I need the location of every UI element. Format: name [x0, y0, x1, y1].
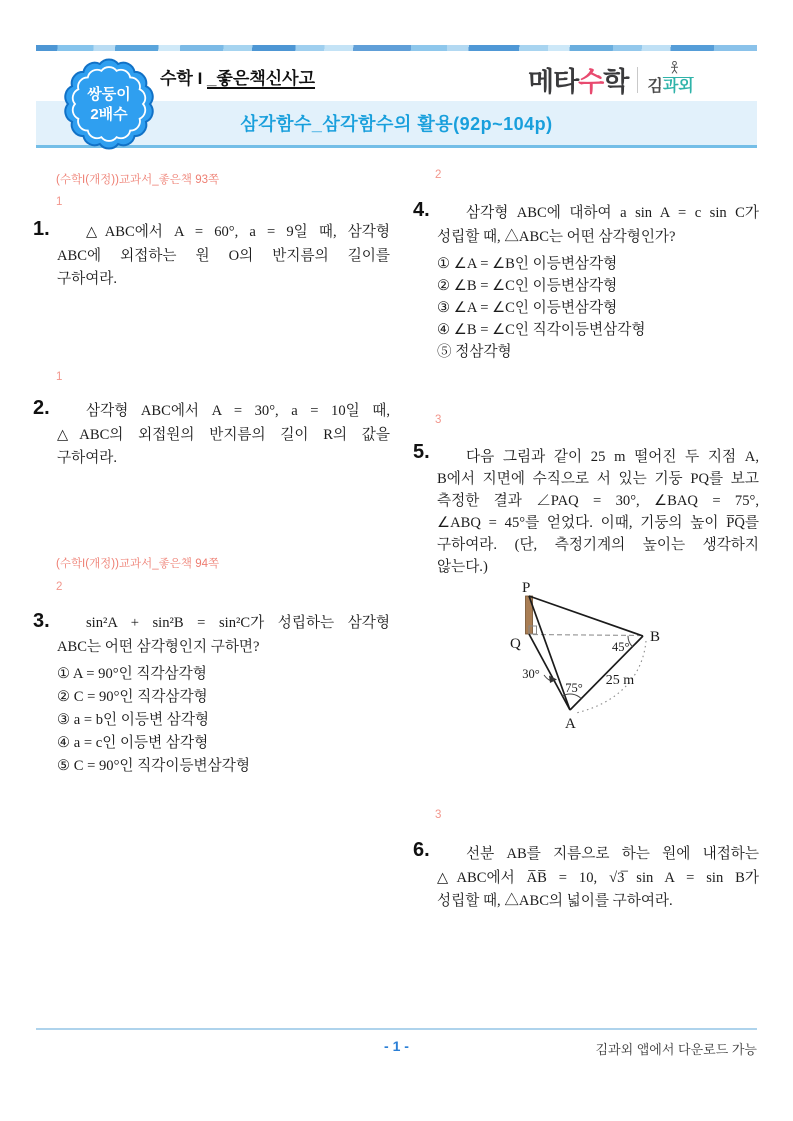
page-number: - 1 -	[384, 1038, 409, 1054]
choice-item: ② C = 90°인 직각삼각형	[57, 689, 208, 705]
logo-text: 학	[603, 67, 629, 97]
footer-divider	[36, 1028, 757, 1030]
problem-tag: 1	[56, 371, 63, 383]
vertex-label-A: A	[565, 716, 576, 732]
line-PB	[529, 596, 643, 636]
decorative-stripe	[36, 45, 757, 51]
text-line: sin²A + sin²B = sin²C가 성립하는 삼각형	[86, 615, 390, 631]
badge-text-line2: 2배수	[90, 106, 128, 123]
dashed-line-QB	[533, 635, 640, 636]
problem-body	[57, 612, 390, 659]
problem-number: 6.	[413, 839, 430, 861]
arrowhead	[549, 676, 557, 684]
problem-number: 1.	[33, 218, 50, 240]
problem-body	[437, 446, 759, 578]
text-line: 구하여라.	[57, 450, 118, 466]
chapter-title: 삼각함수_삼각함수의 활용(92p~104p)	[240, 114, 553, 134]
logo-accent-text: 수	[578, 67, 604, 97]
text-line: ABC는 어떤 삼각형인지 구하면?	[57, 638, 260, 655]
angle-label-30: 30°	[522, 667, 540, 681]
metamath-logo	[528, 60, 628, 99]
text-line: 성립할 때, △ABC의 넓이를 구하여라.	[437, 893, 673, 909]
choice-item: ③ ∠A = ∠C인 이등변삼각형	[437, 300, 618, 316]
text-line: 선분 AB를 지름으로 하는 원에 내접하는	[466, 846, 759, 862]
logo-divider	[637, 67, 638, 93]
text-line: 않는다.)	[437, 559, 488, 575]
text-line: 구하여라. (단, 측정기계의 높이는 생각하지	[437, 537, 759, 553]
problem-tag: 1	[56, 196, 63, 208]
problem-number: 2.	[33, 397, 50, 419]
badge-text-line1: 쌍둥이	[87, 86, 131, 103]
problem-body	[437, 202, 759, 249]
text-line: △ABC에서 A = 60°, a = 9일 때, 삼각형	[86, 224, 390, 240]
choice-item: ① ∠A = ∠B인 이등변삼각형	[437, 256, 618, 272]
document-title	[160, 64, 315, 89]
text-line: ABC에 외접하는 원 O의 반지름의 길이를	[57, 247, 390, 264]
problem-tag: 2	[435, 169, 442, 181]
distance-label: 25 m	[605, 673, 635, 688]
footer-note: 김과외 앱에서 다운로드 가능	[595, 1042, 757, 1057]
logo-text: 메타	[528, 67, 579, 97]
problem-tag: 2	[56, 581, 63, 593]
logo-text: 김	[647, 78, 663, 95]
twin-badge	[61, 56, 157, 152]
text-line: 다음 그림과 같이 25 m 떨어진 두 지점 A,	[466, 449, 759, 465]
problem-body	[437, 843, 759, 914]
person-icon	[669, 61, 680, 74]
angle-label-45: 45°	[612, 640, 630, 654]
choice-item: ⑤ C = 90°인 직각이등변삼각형	[57, 758, 250, 774]
text-line: B에서 지면에 수직으로 서 있는 기둥 PQ를 보고	[437, 471, 759, 487]
problem-body	[57, 221, 390, 292]
angle-label-75: 75°	[565, 681, 583, 695]
line-PA	[529, 596, 570, 710]
document-title-underlined: _좋은책신사고	[207, 69, 316, 88]
vertex-label-B: B	[650, 629, 661, 645]
text-line: 성립할 때, △ABC는 어떤 삼각형인가?	[437, 228, 676, 245]
brand-logo	[528, 60, 694, 99]
vertex-label-P: P	[522, 580, 531, 596]
text-line: △ABC의 외접원의 반지름의 길이 R의 값을	[57, 426, 390, 443]
document-title-plain: 수학 I	[160, 69, 208, 88]
text-line: 삼각형 ABC에 대하여 a sin A = c sin C가	[466, 205, 759, 221]
problem-number: 5.	[413, 441, 430, 463]
textbook-ref: (수학I(개정))교과서_좋은책 93쪽	[56, 174, 220, 186]
choice-item: ③ a = b인 이등변 삼각형	[57, 712, 210, 728]
problem-tag: 3	[435, 414, 442, 426]
logo-teal-text: 과외	[662, 78, 694, 95]
problem-number: 3.	[33, 610, 50, 632]
problem-tag: 3	[435, 809, 442, 821]
text-line: 삼각형 ABC에서 A = 30°, a = 10일 때,	[86, 403, 390, 419]
choice-list	[57, 663, 390, 778]
choice-item: ⑤ 정삼각형	[437, 344, 512, 360]
choice-item: ② ∠B = ∠C인 이등변삼각형	[437, 278, 618, 294]
kimgwaoe-logo	[647, 63, 693, 96]
vertex-label-Q: Q	[510, 636, 521, 652]
text-line: △ABC에서 A̅B̅ = 10, √3̅ sin A = sin B가	[437, 869, 759, 886]
text-line: 측정한 결과 ∠PAQ = 30°, ∠BAQ = 75°,	[437, 493, 759, 509]
problem-body	[57, 400, 390, 471]
problem5-figure	[470, 576, 720, 734]
text-line: 구하여라.	[57, 271, 118, 287]
textbook-ref: (수학I(개정))교과서_좋은책 94쪽	[56, 558, 220, 570]
choice-item: ④ ∠B = ∠C인 직각이등변삼각형	[437, 322, 646, 338]
problem-number: 4.	[413, 199, 430, 221]
choice-list	[437, 253, 759, 363]
choice-item: ① A = 90°인 직각삼각형	[57, 666, 207, 682]
text-line: ∠ABQ = 45°를 얻었다. 이때, 기둥의 높이 P̅Q̅를	[437, 515, 759, 531]
choice-item: ④ a = c인 이등변 삼각형	[57, 735, 209, 751]
